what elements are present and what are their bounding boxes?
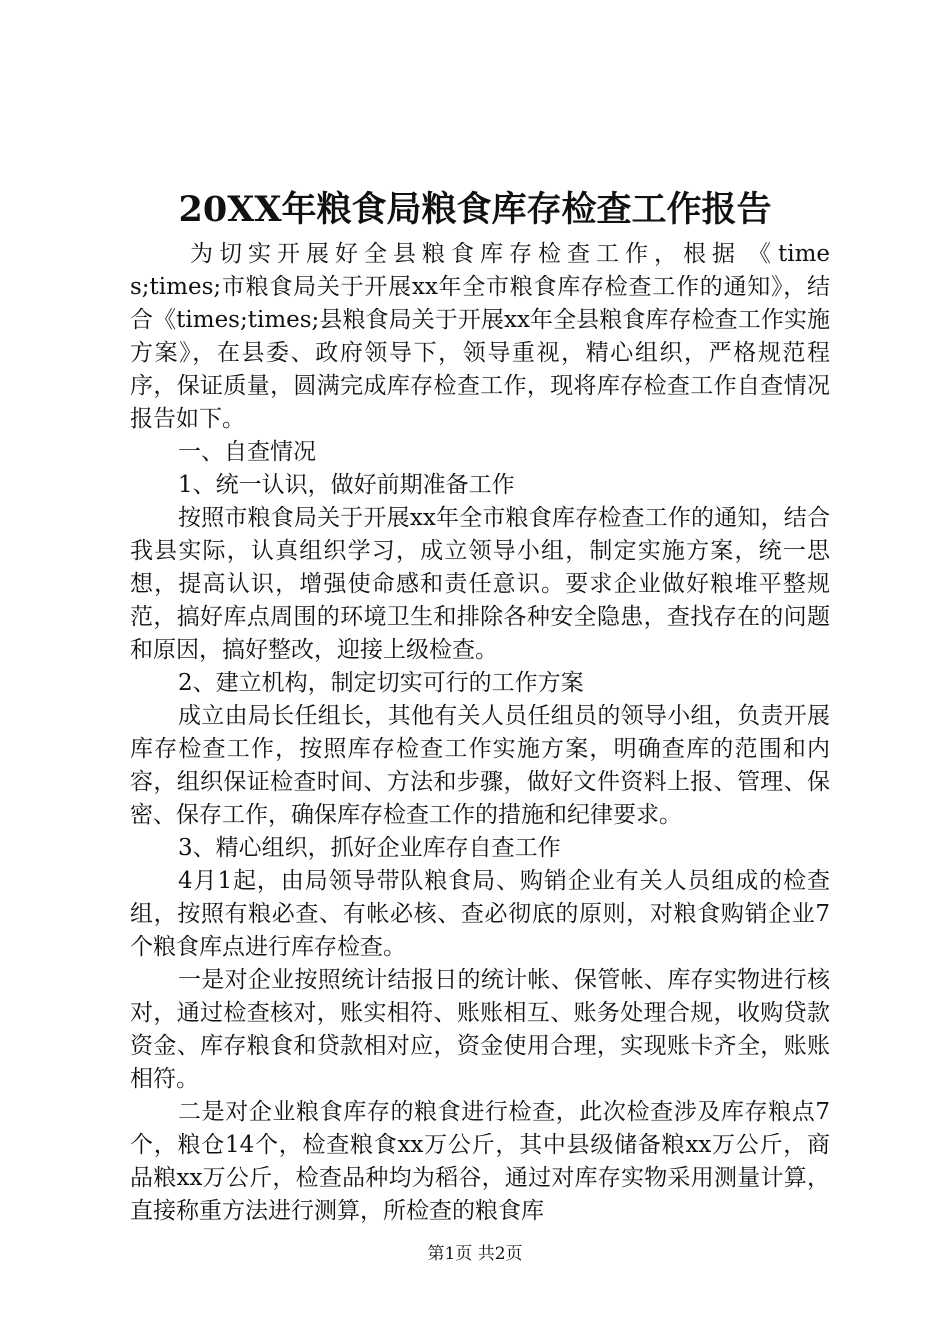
subsection-body-1: 按照市粮食局关于开展xx年全市粮食库存检查工作的通知，结合我县实际，认真组织学习，成立领导小组，制定实施方案，统一思想，提高认识，增强使命感和责任意识。要求企业做好粮堆平整规范，搞好库点周围的环境卫生和排除各种安全隐患，查找存在的问题和原因，搞好整改，迎接上级检查。 bbox=[130, 505, 830, 663]
point-paragraph-1: 一是对企业按照统计结报日的统计帐、保管帐、库存实物进行核对，通过检查核对，账实相符、账账相互、账务处理合规，收购贷款资金、库存粮食和贷款相对应，资金使用合理，实现账卡齐全，账账相符。 bbox=[130, 967, 830, 1092]
subsection-heading-2: 2、建立机构，制定切实可行的工作方案 bbox=[178, 670, 584, 696]
point-paragraph-2: 二是对企业粮食库存的粮食进行检查，此次检查涉及库存粮点7个，粮仓14个，检查粮食xx万公斤，其中县级储备粮xx万公斤，商品粮xx万公斤，检查品种均为稻谷，通过对库存实物采用测量计算，直接称重方法进行测算，所检查的粮食库 bbox=[130, 1099, 830, 1224]
intro-lead: 为切实开展好全县粮食库存检查工作，根据 bbox=[190, 241, 741, 267]
page-footer: 第1页 共2页 bbox=[427, 1244, 523, 1264]
document-body bbox=[130, 238, 830, 1228]
subsection-heading-3: 3、精心组织，抓好企业库存自查工作 bbox=[178, 835, 561, 861]
intro-paragraph bbox=[130, 238, 830, 436]
intro-rest: 《times;times;市粮食局关于开展xx年全市粮食库存检查工作的通知》，结合《times;times;县粮食局关于开展xx年全县粮食库存检查工作实施方案》，在县委、政府领导下，领导重视，精心组织，严格规范程序，保证质量，圆满完成库存检查工作，现将库存检查工作自查情况报告如下。 bbox=[130, 241, 830, 432]
subsection-body-2: 成立由局长任组长，其他有关人员任组员的领导小组，负责开展库存检查工作，按照库存检查工作实施方案，明确查库的范围和内容，组织保证检查时间、方法和步骤，做好文件资料上报、管理、保密、保存工作，确保库存检查工作的措施和纪律要求。 bbox=[130, 703, 830, 828]
subsection-heading-1: 1、统一认识，做好前期准备工作 bbox=[178, 472, 515, 498]
document-title: 20XX年粮食局粮食库存检查工作报告 bbox=[178, 189, 772, 230]
subsection-body-3: 4月1起，由局领导带队粮食局、购销企业有关人员组成的检查组，按照有粮必查、有帐必核、查必彻底的原则，对粮食购销企业7个粮食库点进行库存检查。 bbox=[130, 868, 830, 960]
section-heading: 一、自查情况 bbox=[178, 439, 316, 465]
